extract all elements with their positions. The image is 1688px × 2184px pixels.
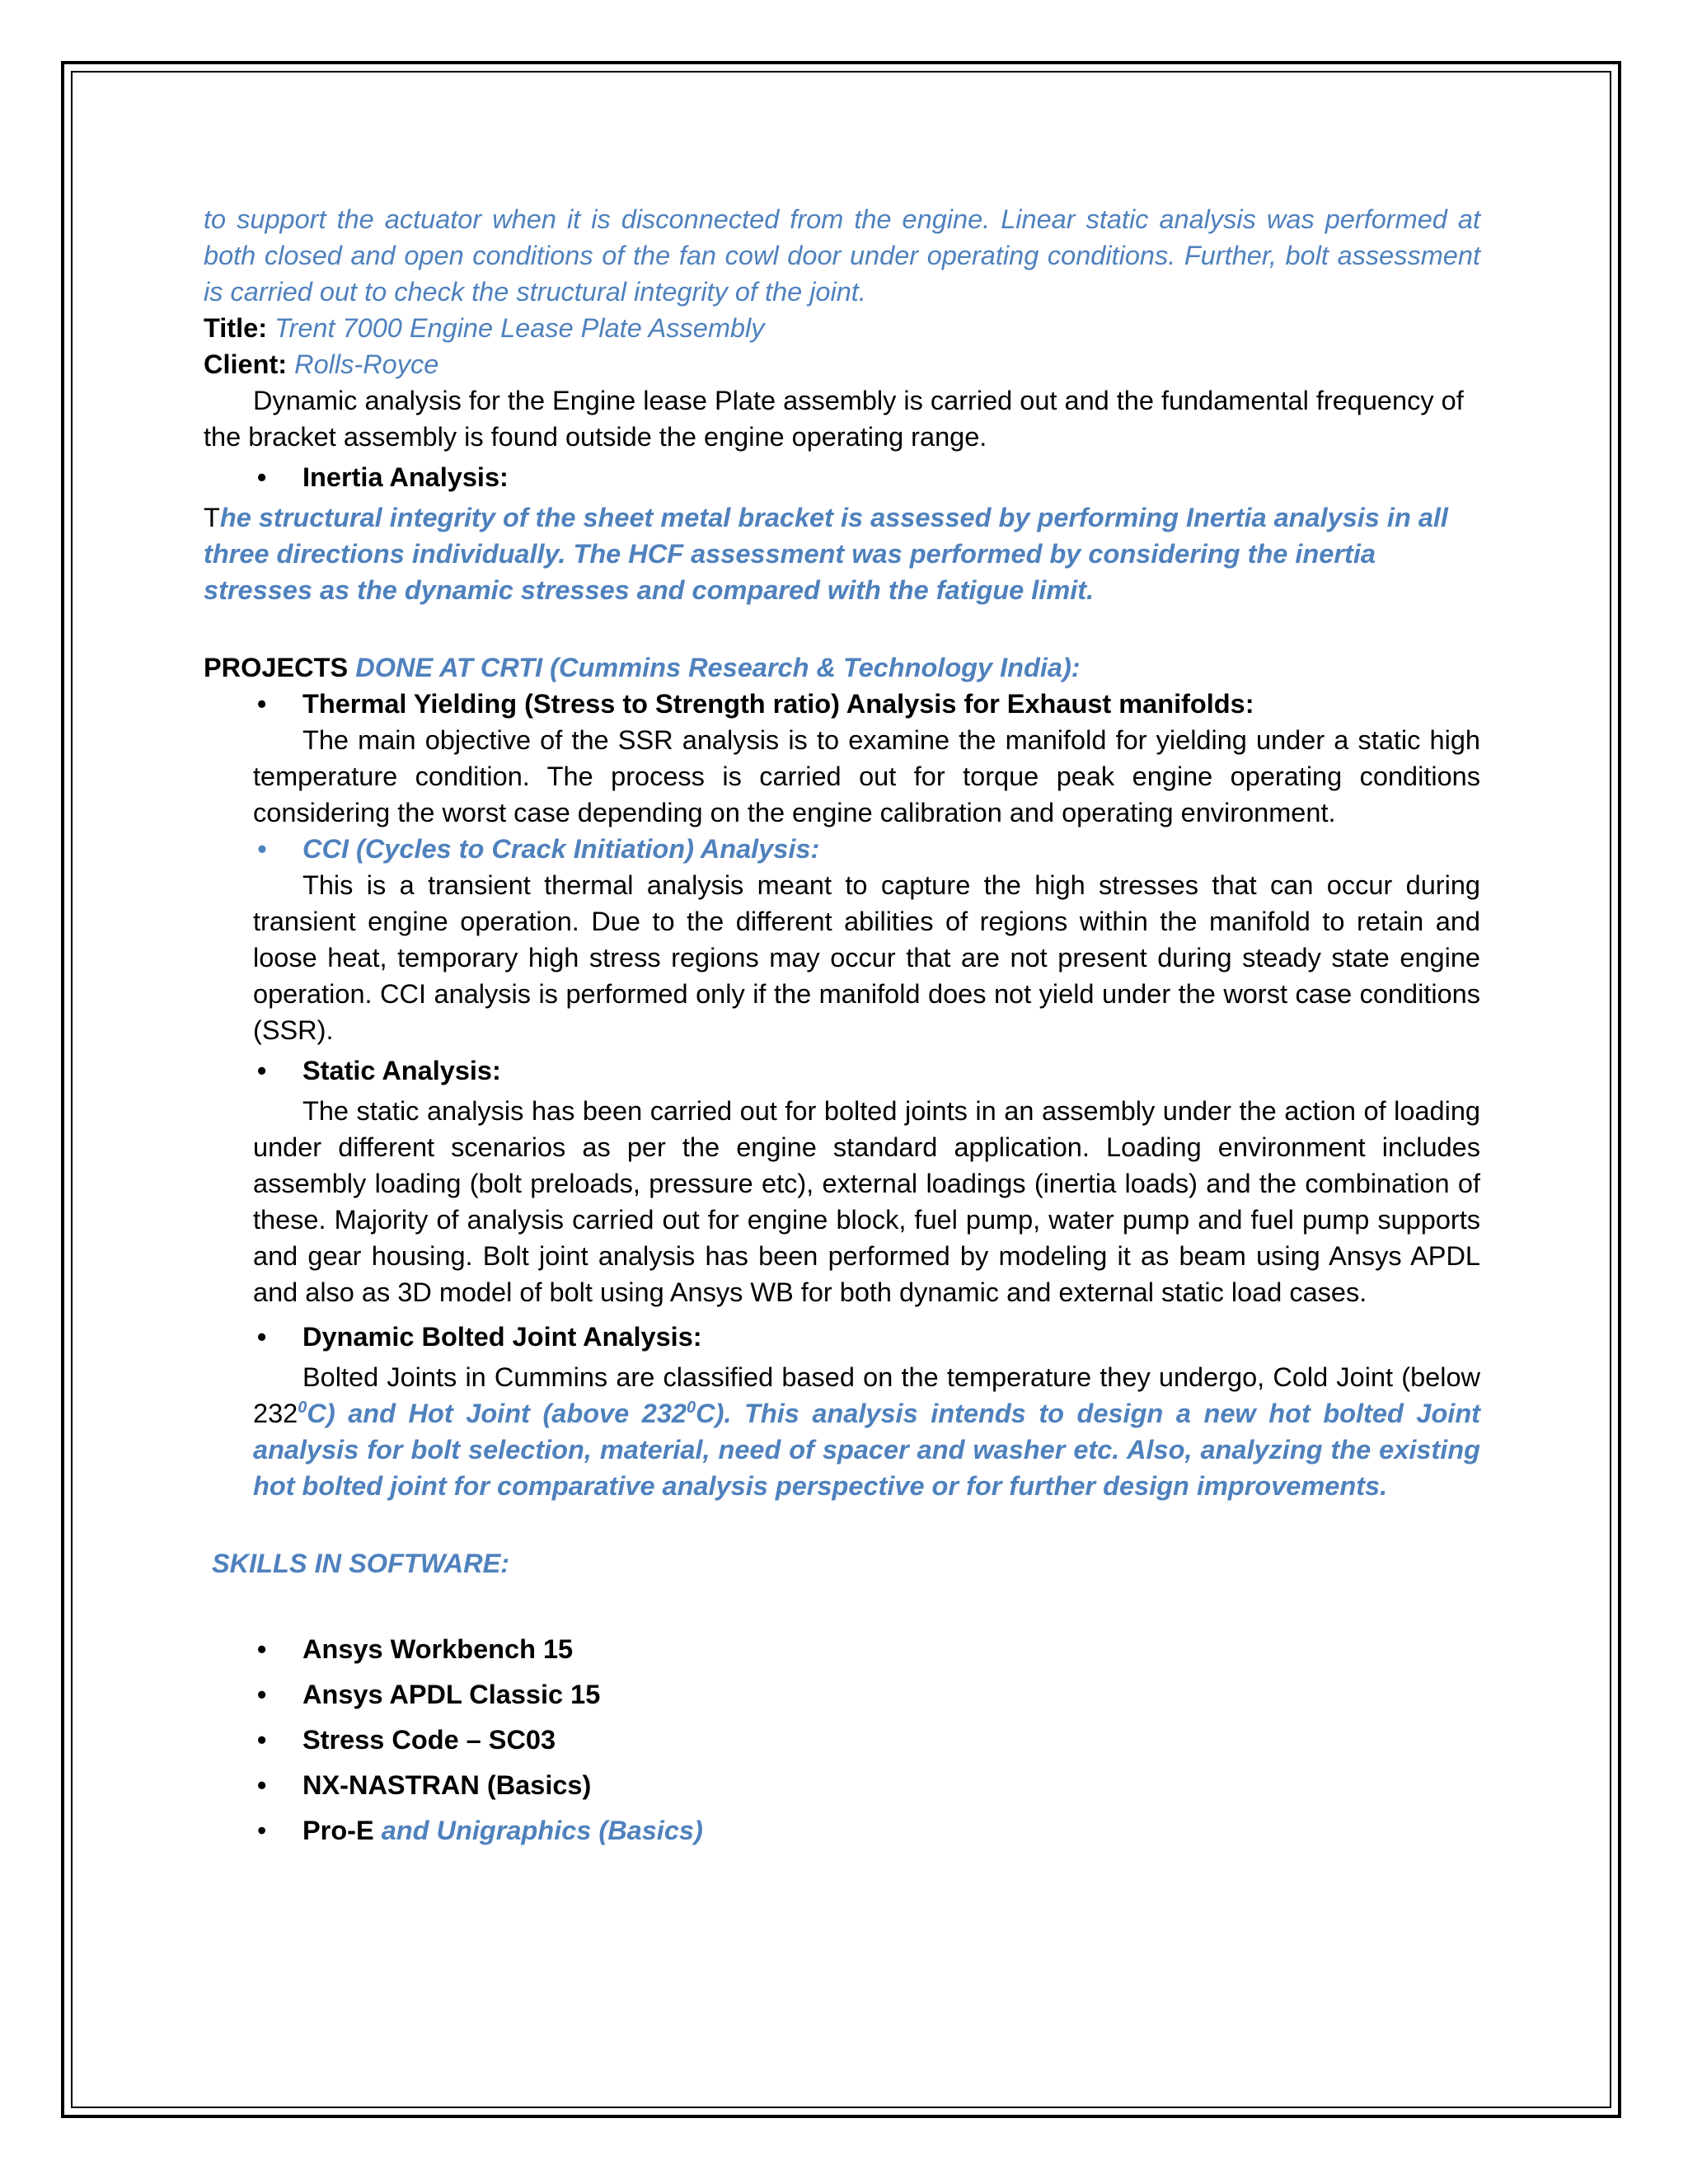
- crti-item-text: Bolted Joints in Cummins are classified based on the temperature they undergo, Cold Joint (below $232^0C$) and Hot Joint (above $232^0C$). This analysis intends to design a new hot bolted Joint analysis for bolt selection, material, need of spacer and washer etc. Also, analyzing the existing hot bolted joint for comparative analysis perspective or for further design improvements.: [253, 1362, 1480, 1501]
- skills-heading: SKILLS IN SOFTWARE:: [212, 1549, 510, 1578]
- client-label: Client:: [204, 349, 288, 379]
- crti-item-heading: • Static Analysis:: [204, 1052, 1480, 1089]
- skill-item: • Pro-E and Unigraphics (Basics): [204, 1812, 1480, 1849]
- title-label: Title:: [204, 313, 268, 343]
- crti-heading-rest: DONE AT CRTI (Cummins Research & Technology India):: [355, 653, 1081, 682]
- project-title-line: [204, 310, 1480, 346]
- crti-heading-prefix: PROJECTS: [204, 653, 349, 682]
- crti-item-heading: • Thermal Yielding (Stress to Strength ratio) Analysis for Exhaust manifolds:: [204, 686, 1480, 722]
- skill-item: • Ansys Workbench 15: [204, 1631, 1480, 1667]
- skill-item: • NX-NASTRAN (Basics): [204, 1767, 1480, 1803]
- client-value: Rolls-Royce: [294, 349, 439, 379]
- crti-item-text: The main objective of the SSR analysis is to examine the manifold for yielding under a static high temperature condition. The process is carried out for torque peak engine operating conditions considering the worst case depending on the engine calibration and operating environment.: [253, 725, 1480, 827]
- inertia-bullet-heading: • Inertia Analysis:: [204, 459, 1480, 495]
- crti-heading: [204, 649, 1480, 686]
- skill-item: • Ansys APDL Classic 15: [204, 1676, 1480, 1713]
- crti-item-heading: • Dynamic Bolted Joint Analysis:: [204, 1319, 1480, 1355]
- project-description: Dynamic analysis for the Engine lease Plate assembly is carried out and the fundamental frequency of the bracket assembly is found outside the engine operating range.: [204, 386, 1464, 452]
- crti-item-heading: • CCI (Cycles to Crack Initiation) Analysis:: [204, 831, 1480, 867]
- skill-item: • Stress Code – SC03: [204, 1722, 1480, 1758]
- inertia-paragraph: [204, 499, 1480, 608]
- project-client-line: [204, 346, 1480, 382]
- crti-item-text: This is a transient thermal analysis meant to capture the high stresses that can occur during transient engine operation. Due to the different abilities of regions within the manifold to retain and loose heat, temporary high stress regions may occur that are not present during steady state engine operation. CCI analysis is performed only if the manifold does not yield under the worst case conditions (SSR).: [253, 870, 1480, 1045]
- title-value: Trent 7000 Engine Lease Plate Assembly: [274, 313, 765, 343]
- document-content: [204, 201, 1480, 1849]
- inertia-first-letter: T: [204, 503, 220, 532]
- intro-paragraph: to support the actuator when it is disconnected from the engine. Linear static analysis was performed at both closed and open conditions of the fan cowl door under operating conditions. Further, bolt assessment is carried out to check the structural integrity of the joint.: [204, 204, 1480, 307]
- inertia-text: he structural integrity of the sheet metal bracket is assessed by performing Inertia analysis in all three directions individually. The HCF assessment was performed by considering the inertia stresses as the dynamic stresses and compared with the fatigue limit.: [204, 503, 1448, 605]
- crti-item-text: The static analysis has been carried out for bolted joints in an assembly under the action of loading under different scenarios as per the engine standard application. Loading environment includes assembly loading (bolt preloads, pressure etc), external loadings (inertia loads) and the combination of these. Majority of analysis carried out for engine block, fuel pump, water pump and fuel pump supports and gear housing. Bolt joint analysis has been performed by modeling it as beam using Ansys APDL and also as 3D model of bolt using Ansys WB for both dynamic and external static load cases.: [253, 1096, 1480, 1307]
